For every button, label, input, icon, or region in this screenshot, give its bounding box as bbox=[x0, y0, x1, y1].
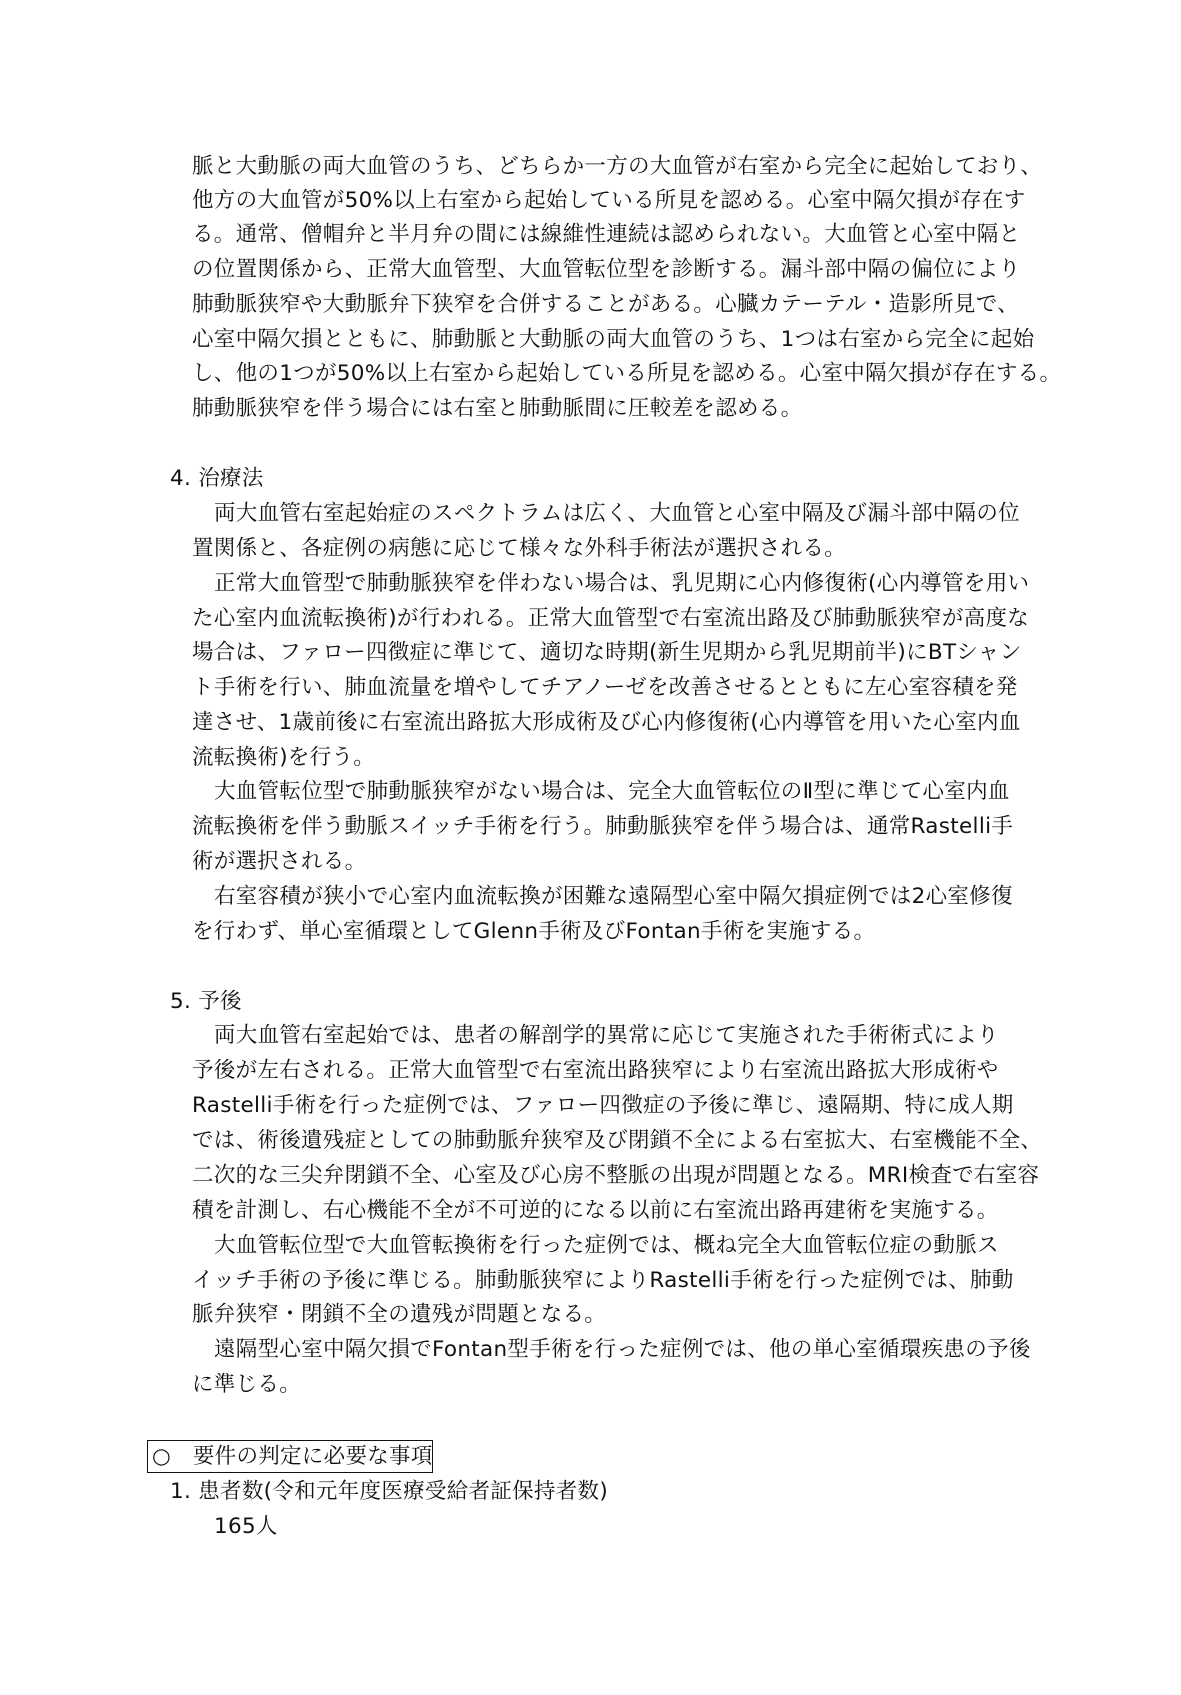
text-line: を行わず、単心室循環としてGlenn手術及びFontan手術を実施する。 bbox=[192, 919, 876, 944]
text-line: 場合は、ファロー四徴症に準じて、適切な時期(新生児期から乳児期前半)にBTシャン bbox=[192, 640, 1022, 665]
text-line: に準じる。 bbox=[192, 1372, 302, 1397]
text-line: ト手術を行い、肺血流量を増やしてチアノーゼを改善させるとともに左心室容積を発 bbox=[192, 675, 1018, 700]
text-line: 遠隔型心室中隔欠損でFontan型手術を行った症例では、他の単心室循環疾患の予後 bbox=[214, 1337, 1031, 1362]
section-heading: 4. 治療法 bbox=[170, 466, 264, 491]
text-line: 肺動脈狭窄や大動脈弁下狭窄を合併することがある。心臓カテーテル・造影所見で、 bbox=[192, 292, 1019, 317]
text-line: 右室容積が狭小で心室内血流転換が困難な遠隔型心室中隔欠損症例では2心室修復 bbox=[214, 884, 1013, 909]
text-line: 術が選択される。 bbox=[192, 849, 367, 874]
text-line: 両大血管右室起始症のスペクトラムは広く、大血管と心室中隔及び漏斗部中隔の位 bbox=[214, 501, 1020, 526]
requirements-value: 165人 bbox=[214, 1514, 278, 1539]
text-line: 脈と大動脈の両大血管のうち、どちらか一方の大血管が右室から完全に起始しており、 bbox=[192, 154, 1043, 179]
text-line: る。通常、僧帽弁と半月弁の間には線維性連続は認められない。大血管と心室中隔と bbox=[192, 222, 1021, 247]
text-line: 大血管転位型で肺動脈狭窄がない場合は、完全大血管転位のⅡ型に準じて心室内血 bbox=[214, 779, 1010, 804]
text-line: し、他の1つが50%以上右室から起始している所見を認める。心室中隔欠損が存在する。 bbox=[192, 361, 1062, 386]
text-line: 置関係と、各症例の病態に応じて様々な外科手術法が選択される。 bbox=[192, 536, 847, 561]
text-line: の位置関係から、正常大血管型、大血管転位型を診断する。漏斗部中隔の偏位により bbox=[192, 257, 1021, 282]
text-line: 流転換術)を行う。 bbox=[192, 745, 376, 770]
text-line: 正常大血管型で肺動脈狭窄を伴わない場合は、乳児期に心内修復術(心内導管を用い bbox=[214, 571, 1030, 596]
text-line: 積を計測し、右心機能不全が不可逆的になる以前に右室流出路再建術を実施する。 bbox=[192, 1198, 999, 1223]
text-line: 大血管転位型で大血管転換術を行った症例では、概ね完全大血管転位症の動脈ス bbox=[214, 1233, 999, 1258]
text-line: Rastelli手術を行った症例では、ファロー四徴症の予後に準じ、遠隔期、特に成人期 bbox=[192, 1093, 1014, 1118]
text-line: 肺動脈狭窄を伴う場合には右室と肺動脈間に圧較差を認める。 bbox=[192, 396, 803, 421]
text-line: 流転換術を伴う動脈スイッチ手術を行う。肺動脈狭窄を伴う場合は、通常Rastelli手 bbox=[192, 814, 1014, 839]
text-line: 他方の大血管が50%以上右室から起始している所見を認める。心室中隔欠損が存在す bbox=[192, 188, 1026, 213]
text-line: 達させ、1歳前後に右室流出路拡大形成術及び心内修復術(心内導管を用いた心室内血 bbox=[192, 710, 1021, 735]
text-line: 予後が左右される。正常大血管型で右室流出路狭窄により右室流出路拡大形成術や bbox=[192, 1058, 999, 1083]
requirements-item: 1. 患者数(令和元年度医療受給者証保持者数) bbox=[170, 1479, 609, 1504]
text-line: 心室中隔欠損とともに、肺動脈と大動脈の両大血管のうち、1つは右室から完全に起始 bbox=[192, 327, 1035, 352]
text-line: 二次的な三尖弁閉鎖不全、心室及び心房不整脈の出現が問題となる。MRI検査で右室容 bbox=[192, 1163, 1040, 1188]
text-line: イッチ手術の予後に準じる。肺動脈狭窄によりRastelli手術を行った症例では、肺動 bbox=[192, 1268, 1014, 1293]
text-line: 脈弁狭窄・閉鎖不全の遺残が問題となる。 bbox=[192, 1302, 607, 1327]
text-line: では、術後遺残症としての肺動脈弁狭窄及び閉鎖不全による右室拡大、右室機能不全、 bbox=[192, 1128, 1043, 1153]
text-line: た心室内血流転換術)が行われる。正常大血管型で右室流出路及び肺動脈狭窄が高度な bbox=[192, 606, 1030, 631]
section-heading: 5. 予後 bbox=[170, 989, 242, 1014]
text-line: 両大血管右室起始では、患者の解剖学的異常に応じて実施された手術術式により bbox=[214, 1023, 999, 1048]
requirements-heading: ○ 要件の判定に必要な事項 bbox=[152, 1444, 433, 1469]
